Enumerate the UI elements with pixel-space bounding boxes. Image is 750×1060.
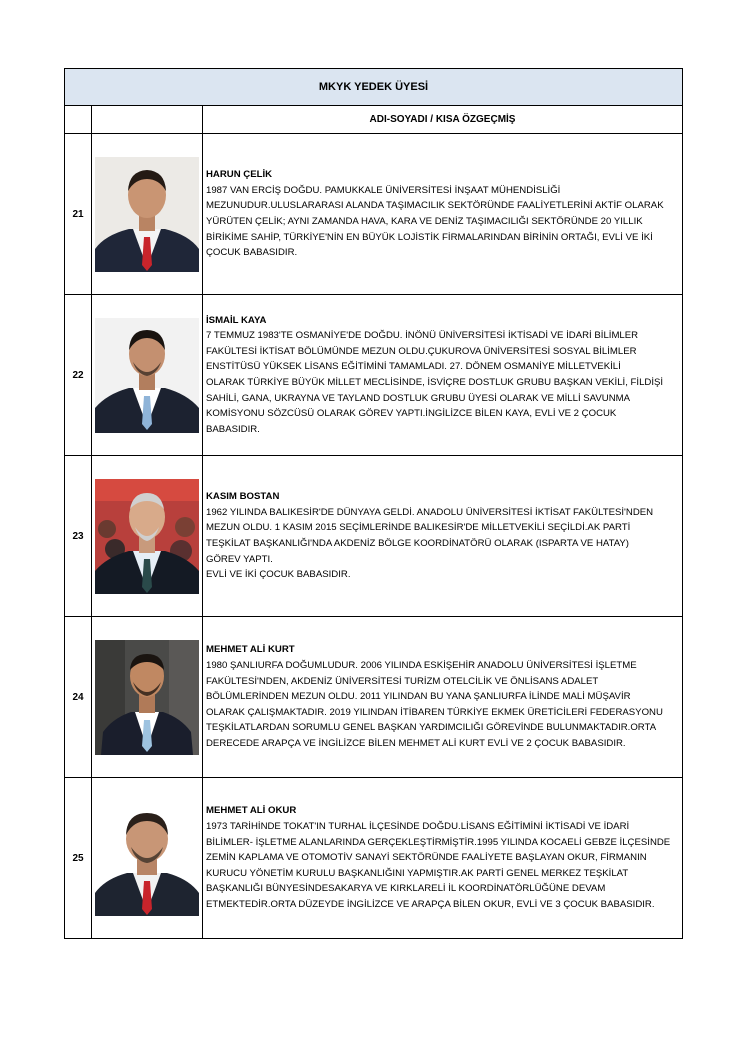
member-bio: 1987 VAN ERCİŞ DOĞDU. PAMUKKALE ÜNİVERSİTESİ İNŞAAT MÜHENDİSLİĞİ MEZUNUDUR.ULUSLARARASI ALANDA TAŞIMACILIK SEKTÖRÜNDE FAALİYETLERİNİ AKTİF OLARAK YÜRÜTEN ÇELİK; AYNI ZAMANDA HAVA, KARA VE DENİZ TAŞIMACILIĞI SEKTÖRÜNDE 20 YILLIK BİRİKİME SAHİP, TÜRKİYE'NİN EN BÜYÜK LOJİSTİK FİRMALARINDAN BİRİNİN ORTAĞI, EVLİ VE İKİ ÇOCUK BABASIDIR. — [206, 184, 664, 259]
table-title: MKYK YEDEK ÜYESİ — [65, 69, 683, 106]
row-number: 24 — [65, 617, 92, 778]
member-bio: 1980 ŞANLIURFA DOĞUMLUDUR. 2006 YILINDA ESKİŞEHİR ANADOLU ÜNİVERSİTESİ İŞLETME FAKÜLTESİ'NDEN, AKDENİZ ÜNİVERSİTESİ TURİZM OTELCİLİK VE ÖNLİSANS ADALET BÖLÜMLERİNDEN MEZUN OLDU. 2011 YILINDAN BU YANA ŞANLIURFA İLİNDE MALİ MÜŞAVİR OLARAK ÇALIŞMAKTADIR. 2019 YILINDAN İTİBAREN TÜRKİYE EKMEK ÜRETİCİLERİ FEDERASYONU TEŞKİLATLARDAN SORUMLU GENEL BAŞKAN YARDIMCILIĞI GÖREVİNDE BULUNMAKTADIR.ORTA DERECEDE ARAPÇA VE İNGİLİZCE BİLEN MEHMET ALİ KURT EVLİ VE 2 ÇOCUK BABASIDIR. — [206, 660, 663, 749]
members-table — [64, 68, 683, 939]
row-number: 23 — [65, 456, 92, 617]
member-name: HARUN ÇELİK — [206, 169, 273, 181]
member-name: KASIM BOSTAN — [206, 491, 280, 503]
portrait-photo — [95, 801, 199, 916]
header-row — [65, 106, 683, 134]
table-row — [65, 456, 683, 617]
photo-cell — [92, 617, 203, 778]
portrait-photo — [95, 318, 199, 433]
row-number: 25 — [65, 778, 92, 939]
portrait-photo — [95, 157, 199, 272]
member-name: MEHMET ALİ OKUR — [206, 805, 297, 817]
portrait-photo — [95, 640, 199, 755]
table-row — [65, 778, 683, 939]
portrait-photo — [95, 479, 199, 594]
bio-cell — [203, 295, 683, 456]
photo-cell — [92, 456, 203, 617]
title-row — [65, 69, 683, 106]
member-bio: 1962 YILINDA BALIKESİR'DE DÜNYAYA GELDİ. ANADOLU ÜNİVERSİTESİ İKTİSAT FAKÜLTESİ'NDEN MEZUN OLDU. 1 KASIM 2015 SEÇİMLERİNDE BALIKESİR'DE MİLLETVEKİLİ SEÇİLDİ.AK PARTİ TEŞKİLAT BAŞKANLIĞI'NDA AKDENİZ BÖLGE KOORDİNATÖRÜ OLARAK (ISPARTA VE HATAY) GÖREV YAPTI. EVLİ VE İKİ ÇOCUK BABASIDIR. — [206, 506, 654, 581]
member-bio: 7 TEMMUZ 1983'TE OSMANİYE'DE DOĞDU. İNÖNÜ ÜNİVERSİTESİ İKTİSADİ VE İDARİ BİLİMLER FAKÜLTESİ İKTİSAT BÖLÜMÜNDE MEZUN OLDU.ÇUKUROVA ÜNİVERSİTESİ SOSYAL BİLİMLER ENSTİTÜSÜ YÜKSEK LİSANS EĞİTİMİNİ TAMAMLADI. 27. DÖNEM OSMANİYE MİLLETVEKİLİ OLARAK TÜRKİYE BÜYÜK MİLLET MECLİSİNDE, İSVİÇRE DOSTLUK GRUBU BAŞKAN VEKİLİ, FİLDİŞİ SAHİLİ, GANA, UKRAYNA VE TAYLAND DOSTLUK GRUBU ÜYESİ OLARAK VE MİLLİ SAVUNMA KOMİSYONU SÖZCÜSÜ OLARAK GÖREV YAPTI.İNGİLİZCE BİLEN KAYA, EVLİ VE 2 ÇOCUK BABASIDIR. — [206, 330, 664, 435]
bio-cell — [203, 456, 683, 617]
table-row — [65, 134, 683, 295]
row-number: 21 — [65, 134, 92, 295]
bio-cell — [203, 617, 683, 778]
photo-cell — [92, 134, 203, 295]
table-row — [65, 617, 683, 778]
header-number-cell — [65, 106, 92, 134]
photo-cell — [92, 778, 203, 939]
bio-cell — [203, 778, 683, 939]
photo-cell — [92, 295, 203, 456]
column-header: ADI-SOYADI / KISA ÖZGEÇMİŞ — [203, 106, 683, 134]
member-bio: 1973 TARİHİNDE TOKAT'IN TURHAL İLÇESİNDE DOĞDU.LİSANS EĞİTİMİNİ İKTİSADİ VE İDARİ BİLİMLER- İŞLETME ALANLARINDA GERÇEKLEŞTİRMİŞTİR.1995 YILINDA KOCAELİ GEBZE İLÇESİNDE ZEMİN KAPLAMA VE OTOMOTİV SANAYİ SEKTÖRÜNDE FAALİYETE BAŞLAYAN OKUR, FİRMANIN KURUCU YÖNETİM KURULU BAŞKANLIĞINI YAPMIŞTIR.AK PARTİ GENEL MERKEZ TEŞKİLAT BAŞKANLIĞI BÜNYESİNDESAKARYA VE KIRKLARELİ İL KOORDİNATÖRLÜĞÜNE DEVAM ETMEKTEDİR.ORTA DÜZEYDE İNGİLİZCE VE ARAPÇA BİLEN OKUR, EVLİ VE 3 ÇOCUK BABASIDIR. — [206, 821, 671, 910]
bio-cell — [203, 134, 683, 295]
header-photo-cell — [92, 106, 203, 134]
member-name: İSMAİL KAYA — [206, 314, 267, 326]
member-name: MEHMET ALİ KURT — [206, 644, 295, 656]
table-row — [65, 295, 683, 456]
row-number: 22 — [65, 295, 92, 456]
